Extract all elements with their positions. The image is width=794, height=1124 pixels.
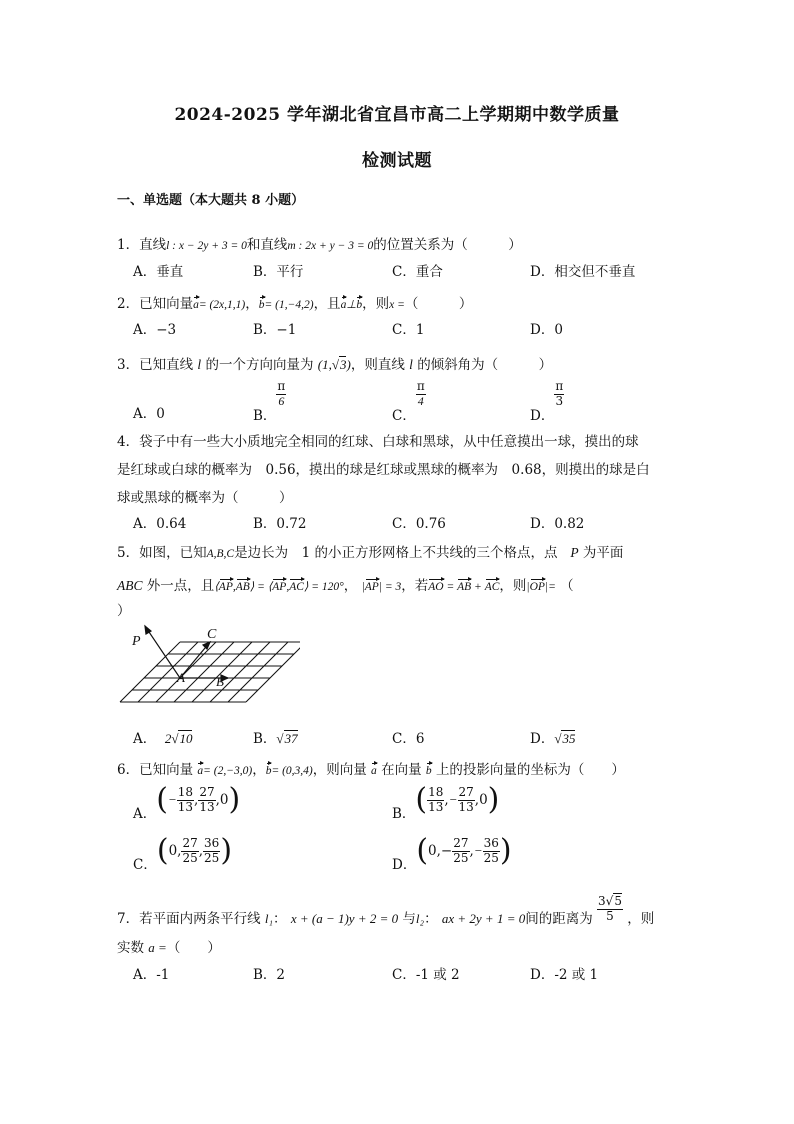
text: ，且 [313,296,341,312]
question-4-line-1: 4．袋子中有一些大小质地完全相同的红球、白球和黑球，从中任意摸出一球，摸出的球 [117,434,639,450]
numerator: 18 [177,784,194,799]
q3-option-d[interactable] [530,379,564,424]
radicand: 35 [562,731,576,746]
numerator: π [555,379,564,393]
vector-b: b [258,299,265,311]
denominator: 13 [458,799,474,814]
page-title: 2024-2025 学年湖北省宜昌市高二上学期期中数学质量 [174,105,620,125]
q5-option-c[interactable]: C．6 [392,731,425,747]
radicand: 37 [284,731,298,746]
question-number: 1． [117,237,140,253]
question-number: 5． [117,545,140,561]
equals: = [548,581,556,593]
text: ，则 [362,296,390,312]
point-p: P [570,545,579,560]
head: 0, [168,843,182,859]
option-label: B． [392,805,416,822]
q3-option-b[interactable] [253,379,286,424]
text: 是边长为 1 的小正方形网格上不共线的三个格点，点 [234,545,558,561]
q4-option-c[interactable]: C．0.76 [392,516,446,532]
vector-ab: AB [457,581,472,593]
vector-a: a [193,299,199,311]
q2-option-c[interactable]: C．1 [392,322,425,338]
text: 在向量 [381,762,422,778]
vector-a: a [340,299,347,311]
text: （ [560,578,574,594]
fraction [452,837,469,866]
sign: − [167,792,177,807]
option-label: C． [133,856,157,873]
text: 间的距离为 [525,910,593,927]
label-a: A [177,670,185,685]
text: 的位置关系为（ ） [373,237,522,253]
numerator: 18 [428,784,444,799]
vector-b: b [265,765,272,777]
grid-line [156,642,216,702]
direction-vector: (1,√3) [317,357,351,372]
denominator: 25 [453,850,469,865]
denominator: 4 [417,393,424,408]
grid-line [228,642,288,702]
text: ， [252,762,266,778]
head: 0,− [428,843,453,859]
op-magnitude: |OP|= [526,581,556,593]
question-1 [117,233,522,253]
numerator: 27 [199,784,215,799]
q2-option-d[interactable]: D．0 [530,322,563,338]
x-equals: x = [389,299,405,311]
text: ，则 [627,910,655,927]
vector-a-value: = (2,−3,0) [203,765,253,777]
ap-value: = 3 [384,581,402,593]
text: 直线 [139,237,167,253]
text: 已知向量 [139,762,194,778]
text: ，则直线 [350,357,405,373]
label-c: C [207,627,217,642]
vector-a: a [371,765,377,777]
vector-ap: AP [364,581,379,593]
vector-ac: AC [484,581,500,593]
radicand: 3 [339,357,347,372]
section-heading: 一、单选题（本大题共 8 小题） [117,193,305,208]
option-label: A． [133,406,157,422]
text: 外一点，且 [146,578,215,594]
line-l-equation: l : x − 2y + 3 = 0 [166,240,247,252]
fraction [198,786,215,815]
points-abc: A,B,C [206,548,235,560]
grid-line [138,642,198,702]
option-label: C． [392,407,416,424]
a-equals: a = [148,940,167,955]
perp-symbol: ⊥ [346,299,357,311]
text: 和直线 [246,237,288,253]
fraction [181,837,198,866]
text: 上的投影向量的坐标为（ ） [435,762,625,778]
tail: ,0 [474,792,488,808]
coefficient: 2 [164,731,172,746]
fraction [177,786,194,815]
vector-open: (1, [317,357,332,372]
question-5-line-2 [117,574,574,594]
plane-abc: ABC [117,578,143,593]
denominator: 3 [555,393,564,408]
q7-option-b[interactable]: B．2 [253,967,286,983]
question-6 [117,758,625,778]
text: 与 [402,910,416,927]
text: 已知向量 [139,296,194,312]
sign: − [448,792,458,807]
vector-ap: AP [272,581,287,593]
question-number: 2． [117,296,140,312]
grid-line [246,642,300,702]
q4-option-a[interactable]: A．0.64 [133,516,187,532]
option-label: A． [133,731,157,747]
vector-ac: AC [289,581,304,593]
q2-option-a[interactable]: A．−3 [133,322,177,338]
numerator: 27 [182,835,198,850]
text: （ ） [404,296,473,312]
text: ： [273,910,287,927]
numerator: π [416,379,425,393]
question-7-line-1 [117,894,655,934]
text: 已知直线 [139,357,194,373]
text: 为平面 [582,545,624,561]
numerator: 36 [204,835,220,850]
q2-option-b[interactable]: B．−1 [253,322,297,338]
text: ，则向量 [312,762,367,778]
numerator: 27 [453,835,469,850]
sign: − [473,843,483,858]
question-5-line-3: ） [117,603,131,619]
plus: + [474,581,482,593]
numerator: 27 [458,784,474,799]
q7-option-a[interactable]: A．-1 [133,967,170,983]
fraction [483,837,500,866]
q4-option-b[interactable]: B．0.72 [253,516,307,532]
q6-option-b[interactable]: B．( $\frac{18}{13}$ ,− $\frac{27}{13}$ ,0) [392,782,500,822]
question-7-line-2 [117,936,221,956]
q5-option-a[interactable]: A． 2√10 [133,731,193,747]
q1-option-a[interactable]: A．垂直 [133,264,184,280]
text: （ ） [166,940,221,956]
vector-b-value: = (1,−4,2) [264,299,314,311]
vector-op: OP [529,581,545,593]
grid-figure [110,620,300,710]
q3-option-c[interactable] [392,379,426,424]
vector-ap: AP [218,581,233,593]
q1-option-d[interactable]: D．相交但不垂直 [530,264,636,280]
numerator: π [277,379,286,393]
fraction [427,786,444,815]
denominator: 5 [606,908,614,923]
question-3 [117,353,552,373]
text: ， [343,578,358,594]
tail: ,0 [215,792,229,808]
option-label: A． [133,805,157,822]
line-m-equation: m : 2x + y − 3 = 0 [287,240,374,252]
denominator: 13 [428,799,444,814]
question-2 [117,292,472,312]
ap-magnitude: |AP| = 3 [361,581,402,593]
page-subtitle: 检测试题 [362,151,432,171]
q1-option-b[interactable]: B．平行 [253,264,304,280]
line-l1: l₁ [264,910,274,926]
denominator: 6 [278,393,285,408]
option-label: D． [530,407,555,424]
q7-option-c[interactable]: C．-1 或 2 [392,967,460,983]
question-4-line-2: 是红球或白球的概率为 0.56，摸出的球是红球或黑球的概率为 0.68，则摸出的球是白 [117,462,650,478]
angle-condition: ⟨AP,AB⟩ = ⟨AP,AC⟩ = 120° [214,581,344,593]
label-b: B [216,674,224,689]
grid-line [210,642,270,702]
q6-option-d[interactable]: D．(0,− $\frac{27}{25}$ ,− $\frac{36}{25}$ ) [392,833,512,873]
question-4-line-3: 球或黑球的概率为（ ） [117,490,293,506]
fraction [276,380,286,409]
text: 的倾斜角为（ ） [417,357,553,373]
denominator: 25 [483,850,499,865]
question-number: 3． [117,357,140,373]
line-l1-equation: x + (a − 1)y + 2 = 0 [290,910,399,926]
question-number: 6． [117,762,140,778]
option-label: D． [392,856,417,873]
vector-b: b [425,765,432,777]
vector-b-value: = (0,3,4) [271,765,313,777]
option-label: B． [253,731,277,747]
coefficient: 3 [598,894,606,908]
arrow-ac-head [203,642,210,649]
grid-line [192,642,252,702]
equals: = [446,581,455,593]
q6-option-c[interactable]: C．(0, $\frac{27}{25}$ , $\frac{36}{25}$ ) [133,833,233,873]
denominator: 13 [199,799,215,814]
text: ： [424,910,438,927]
line-l: l [197,357,202,372]
line-l2-equation: ax + 2y + 1 = 0 [441,910,526,926]
q3-option-a[interactable] [133,402,165,422]
line-l: l [409,357,413,372]
vector-ao: AO [428,581,444,593]
text: 若平面内两条平行线 [139,910,261,927]
q7-option-d[interactable]: D．-2 或 1 [530,967,599,983]
numerator: 36 [483,835,499,850]
option-label: B． [253,407,277,424]
fraction [203,837,220,866]
q1-option-c[interactable]: C．重合 [392,264,443,280]
vector-b: b [356,299,363,311]
vector-a-value: = (2x,1,1) [198,299,246,311]
fraction [458,786,475,815]
question-5-line-1 [117,541,623,561]
vector-a: a [197,765,204,777]
denominator: 13 [177,799,194,814]
q4-option-d[interactable]: D．0.82 [530,516,585,532]
label-p: P [132,634,141,649]
option-label: D． [530,731,555,747]
fraction [416,380,426,409]
text: ，则 [499,578,527,594]
text: ， [245,296,259,312]
radicand: 5 [614,894,622,908]
q5-option-b[interactable]: B．√37 [253,731,298,747]
vector-close: ) [346,357,351,372]
q6-option-a[interactable]: A．(− $\frac{18}{13}$ , $\frac{27}{13}$ ,0) [133,782,241,822]
line-l2: l₂ [415,910,425,926]
vector-ab: AB [235,581,250,593]
distance-fraction: $\frac{3√5}{5}$ [598,894,622,923]
angle-value: = 120° [311,581,344,593]
ao-condition [428,581,499,593]
grid-lines [120,642,300,702]
denominator: 25 [182,850,198,865]
q5-option-d[interactable]: D．√35 [530,731,576,747]
question-number: 7． [117,910,140,927]
text: ，若 [401,578,429,594]
arrow-ap [145,626,180,678]
denominator: 25 [204,850,220,865]
text: 的一个方向向量为 [205,357,314,373]
radicand: 10 [179,731,193,746]
grid-line [120,642,180,702]
option-value: 0 [156,406,165,422]
text: 如图，已知 [139,545,207,561]
text: 实数 [117,940,144,956]
fraction [554,380,564,409]
